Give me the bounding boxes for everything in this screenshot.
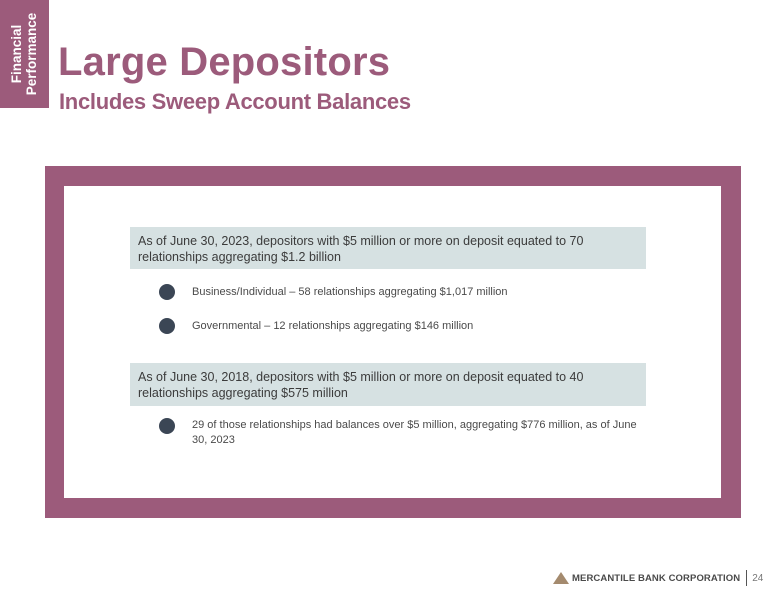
footer-divider [746, 570, 747, 586]
bullet-dot-icon [159, 318, 175, 334]
company-name: MERCANTILE BANK CORPORATION [572, 572, 741, 584]
bullet-text: Governmental – 12 relationships aggregating $146 million [192, 320, 474, 332]
highlight-box-2023: As of June 30, 2023, depositors with $5 million or more on deposit equated to 70 relationships aggregating $1.2 billion [130, 227, 646, 269]
bullet-text: Business/Individual – 58 relationships aggregating $1,017 million [192, 286, 508, 298]
bullet-dot-icon [159, 284, 175, 300]
page-subtitle: Includes Sweep Account Balances [59, 89, 411, 114]
section-tab-line-2: Performance [24, 12, 39, 96]
page-number: 24 [752, 572, 764, 584]
bullet-text: 29 of those relationships had balances over $5 million, aggregating $776 million, as of June 30, 2023 [192, 419, 637, 446]
highlight-box-2018: As of June 30, 2018, depositors with $5 million or more on deposit equated to 40 relationships aggregating $575 million [130, 363, 646, 406]
bullet-dot-icon [159, 418, 175, 434]
mercantile-logo-icon [553, 572, 569, 584]
section-tab-line-1: Financial [9, 24, 24, 84]
section-tab [0, 0, 49, 108]
page-title: Large Depositors [58, 40, 391, 84]
footer [553, 569, 763, 587]
section-tab-label [9, 13, 39, 96]
